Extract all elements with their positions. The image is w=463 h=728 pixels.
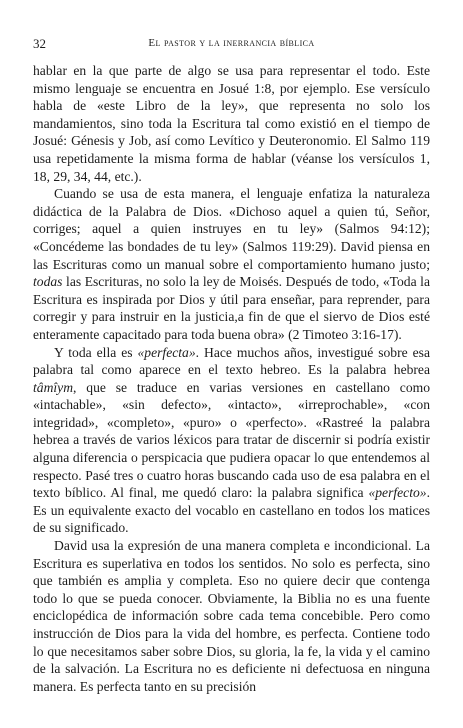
text-run: . Es un equivalente exacto del vocablo en castellano en todos los matices de su significado.: [33, 485, 430, 536]
italic-text: tâmîym: [33, 379, 74, 395]
text-run: , que se traduce en varias versiones en castellano como «intachable», «sin defecto», «intacto», «irreprochable», «con integridad», «completo», «puro» o «perfecto». «Rastreé la palabra hebrea a través de varios léxicos para tratar de discernir si podría existir alguna diferencia o perspicacia que pudiera opacar lo que entendemos al respecto. Pasé tres o cuatro horas buscando cada uso de esa palabra en el texto bíblico. Al final, me quedó claro: la palabra significa: [33, 379, 430, 501]
paragraph: [33, 344, 430, 538]
italic-text: todas: [33, 274, 63, 290]
paragraph: [33, 537, 430, 695]
running-head: El pastor y la inerrancia bíblica: [148, 37, 315, 49]
text-run: David usa la expresión de una manera completa e incondicional. La Escritura es superlativa en todos los sentidos. No solo es perfecta, sino que también es amplia y completa. Eso no quiere decir que contenga todo lo que se pueda conocer. Obviamente, la Biblia no es una fuente enciclopédica de información sobre cada tema concebible. Pero como instrucción de Dios para la vida del hombre, es perfecta. Contiene todo lo que necesitamos saber sobre Dios, su gloria, la fe, la vida y el camino de la salvación. La Escritura no es deficiente ni defectuosa en ninguna manera. Es perfecta tanto en su precisión: [33, 538, 430, 694]
text-run: Cuando se usa de esta manera, el lenguaje enfatiza la naturaleza didáctica de la Palabra de Dios. «Dichoso aquel a quien tú, Señor, corriges; aquel a quien instruyes en tu ley» (Salmos 94:12); «Concédeme las bondades de tu ley» (Salmos 119:29). David piensa en las Escrituras como un manual sobre el comportamiento humano justo;: [33, 186, 430, 272]
text-run: Y toda ella es: [54, 344, 138, 360]
text-run: las Escrituras, no solo la ley de Moisés. Después de todo, «Toda la Escritura es inspirada por Dios y útil para enseñar, para reprender, para corregir y para instruir en la justicia,a fin de que el siervo de Dios esté enteramente capacitado para toda buena obra» (2 Timoteo 3:16-17).: [33, 274, 430, 342]
page-header: [33, 36, 430, 52]
body-text: [33, 62, 430, 695]
paragraph: [33, 185, 430, 343]
text-run: . Hace muchos años, investigué sobre esa palabra tal como aparece en el texto hebreo. Es la palabra hebrea: [33, 344, 430, 378]
paragraph: [33, 62, 430, 185]
page-number: 32: [33, 36, 46, 51]
italic-text: «perfecto»: [368, 485, 427, 501]
italic-text: «perfecta»: [137, 344, 196, 360]
text-run: hablar en la que parte de algo se usa para representar el todo. Este mismo lenguaje se encuentra en Josué 1:8, por ejemplo. Ese versículo habla de «este Libro de la ley», que representa no solo los mandamientos, sino toda la Escritura tal como existió en el tiempo de Josué: Génesis y Job, así como Levítico y Deuteronomio. El Salmo 119 usa repetidamente la misma forma de hablar (véanse los versículos 1, 18, 29, 34, 44, etc.).: [33, 63, 430, 184]
